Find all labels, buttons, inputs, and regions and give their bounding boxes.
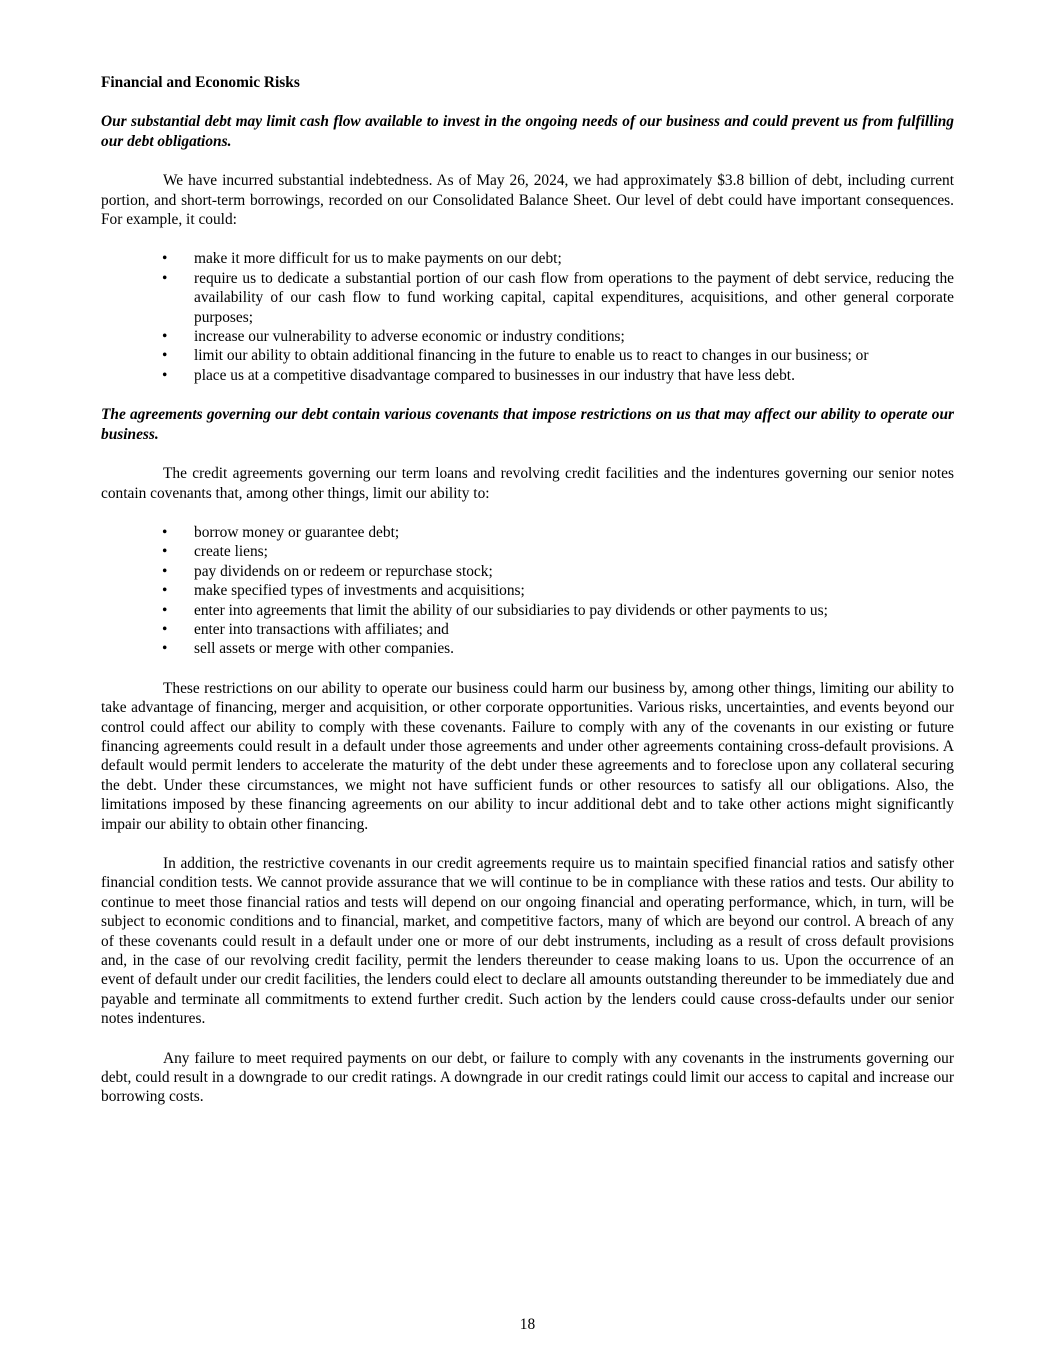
bullet-icon: • [162, 582, 168, 600]
list-item: • require us to dedicate a substantial portion of our cash flow from operations to the payment of debt service, reducing the availability of our cash flow to fund working capital, capital expenditures, acquisitions, and other general corporate purposes; [162, 269, 954, 326]
bullet-icon: • [162, 250, 168, 268]
paragraph-credit-ratings: Any failure to meet required payments on our debt, or failure to comply with any covenants in the instruments governing our debt, could result in a downgrade to our credit ratings. A downgrade in our credit ratings could limit our access to capital and increase our borrowing costs. [101, 1049, 954, 1106]
list-item: • place us at a competitive disadvantage compared to businesses in our industry that have less debt. [162, 366, 795, 384]
bullet-icon: • [162, 523, 168, 541]
bullet-icon: • [162, 328, 168, 346]
list-item: • enter into transactions with affiliates; and [162, 620, 449, 638]
list-item: • limit our ability to obtain additional financing in the future to enable us to react to changes in our business; or [162, 347, 869, 365]
covenant-restrictions-list [101, 523, 954, 659]
paragraph-indebtedness: We have incurred substantial indebtedness. As of May 26, 2024, we had approximately $3.8 billion of debt, including current portion, and short-term borrowings, recorded on our Consolidated Balance Sheet. Our level of debt could have important consequences. For example, it could: [101, 172, 954, 229]
page-number: 18 [519, 1316, 536, 1333]
bullet-icon: • [162, 366, 168, 384]
bullet-icon: • [162, 601, 168, 619]
list-item: • pay dividends on or redeem or repurchase stock; [162, 562, 493, 580]
bullet-icon: • [162, 640, 168, 658]
debt-consequences-list [101, 249, 954, 385]
list-item: • make specified types of investments and acquisitions; [162, 582, 525, 600]
bullet-icon: • [162, 620, 168, 638]
bullet-icon: • [162, 562, 168, 580]
bullet-icon: • [162, 347, 168, 365]
list-item: • enter into agreements that limit the ability of our subsidiaries to pay dividends or other payments to us; [162, 601, 828, 619]
list-item: • create liens; [162, 543, 268, 561]
section-heading: Financial and Economic Risks [101, 74, 300, 91]
risk-title-debt-covenants: The agreements governing our debt contain various covenants that impose restrictions on us that may affect our ability to operate our business. [101, 406, 954, 443]
document-page [101, 73, 954, 1107]
list-item: • increase our vulnerability to adverse economic or industry conditions; [162, 328, 625, 346]
paragraph-restrictive-covenants: In addition, the restrictive covenants in our credit agreements require us to maintain specified financial ratios and satisfy other financial condition tests. We cannot provide assurance that we will continue to be in compliance with these ratios and tests. Our ability to continue to meet those financial ratios and tests will depend on our ongoing financial and operating performance, which, in turn, will be subject to economic conditions and to financial, market, and competitive factors, many of which are beyond our control. A breach of any of these covenants could result in a default under one or more of our debt instruments, including as a result of cross default provisions and, in the case of our revolving credit facility, permit the lenders thereunder to cease making loans to us. Upon the occurrence of an event of default under our credit facilities, the lenders could elect to declare all amounts outstanding thereunder to be immediately due and payable and terminate all commitments to extend further credit. Such action by the lenders could cause cross-defaults under our senior notes indentures. [101, 855, 955, 1028]
list-item: • borrow money or guarantee debt; [162, 523, 400, 541]
paragraph-credit-agreements: The credit agreements governing our term loans and revolving credit facilities and the indentures governing our senior notes contain covenants that, among other things, limit our ability to: [101, 465, 954, 502]
bullet-icon: • [162, 269, 168, 287]
risk-title-debt-cash-flow: Our substantial debt may limit cash flow available to invest in the ongoing needs of our business and could prevent us from fulfilling our debt obligations. [101, 113, 954, 150]
list-item: • sell assets or merge with other companies. [162, 640, 455, 658]
list-item: • make it more difficult for us to make payments on our debt; [162, 250, 562, 268]
bullet-icon: • [162, 543, 168, 561]
paragraph-restrictions: These restrictions on our ability to operate our business could harm our business by, among other things, limiting our ability to take advantage of financing, merger and acquisition, or other corporate opportunities. Various risks, uncertainties, and events beyond our control could affect our ability to comply with these covenants. Failure to comply with any of the covenants in our existing or future financing agreements could result in a default under those agreements and under other agreements containing cross-default provisions. A default would permit lenders to accelerate the maturity of the debt under these agreements and to foreclose upon any collateral securing the debt. Under these circumstances, we might not have sufficient funds or other resources to satisfy all our obligations. Also, the limitations imposed by these financing agreements on our ability to incur additional debt and to take other actions might significantly impair our ability to obtain other financing. [101, 679, 954, 833]
